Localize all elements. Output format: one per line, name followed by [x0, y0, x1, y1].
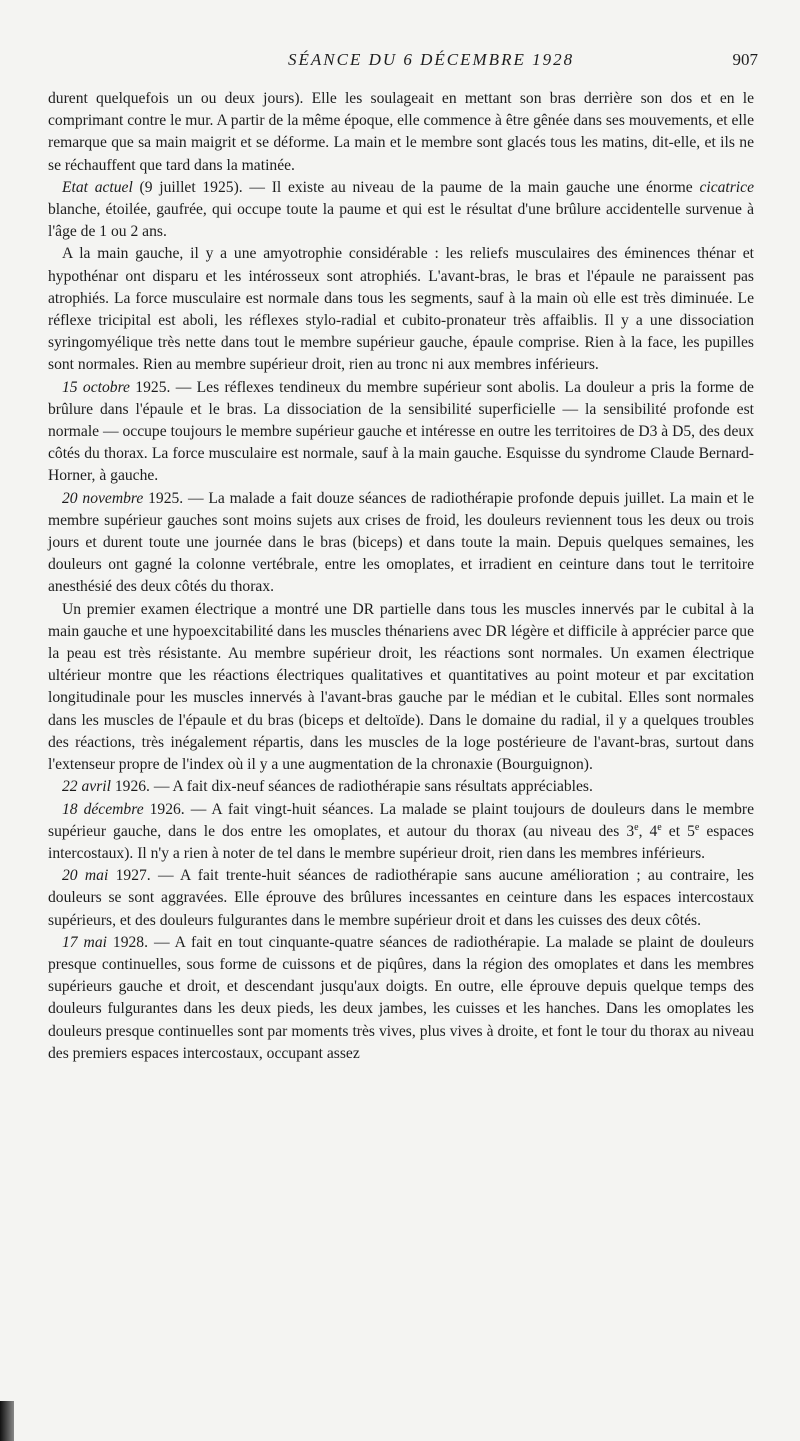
text-run: (9 juillet 1925). — Il existe au niveau de la paume de la main gauche une énorme: [132, 178, 700, 196]
text-run: blanche, étoilée, gaufrée, qui occupe toute la paume et qui est le résultat d'une brûlure accidentelle survenue à l'âge de 1 ou 2 ans.: [48, 201, 754, 241]
italic-text: cicatrice: [699, 178, 754, 196]
paragraph: [48, 599, 754, 777]
italic-text: 17 mai: [62, 933, 107, 951]
paragraph: [48, 865, 754, 932]
text-run: A la main gauche, il y a une amyotrophie considérable : les reliefs musculaires des éminences thénar et hypothénar ont disparu et les intérosseux sont atrophiés. L'avant-bras, le bras et l'épaule ne paraissent pas atrophiés. La force musculaire est normale dans tous les segments, sauf à la main où elle est très diminuée. Le réflexe tricipital est aboli, les réflexes stylo-radial et cubito-pronateur très affaiblis. Il y a une dissociation syringomyélique très nette dans tout le membre supérieur gauche, épaule comprise. Rien à la face, les pupilles sont normales. Rien au membre supérieur droit, rien au tronc ni aux membres inférieurs.: [48, 245, 754, 374]
paragraph: [48, 488, 754, 599]
text-run: et 5: [661, 822, 695, 840]
superscript: e: [657, 821, 662, 833]
text-run: 1926. — A fait dix-neuf séances de radiothérapie sans résultats appréciables.: [110, 778, 593, 796]
text-run: 1926. — A fait vingt-huit séances. La malade se plaint toujours de douleurs dans le membre supérieur gauche, dans le dos entre les omoplates, et autour du thorax (au niveau des 3: [48, 800, 754, 840]
text-run: , 4: [638, 822, 658, 840]
text-run: 1925. — Les réflexes tendineux du membre supérieur sont abolis. La douleur a pris la forme de brûlure dans l'épaule et le bras. La dissociation de la sensibilité superficielle — la sensibilité profonde est normale — occupe toujours le membre supérieur gauche et intéresse en outre les territoires de D3 à D5, des deux côtés du thorax. La force musculaire est normale, sauf à la main gauche. Esquisse du syndrome Claude Bernard-Horner, à gauche.: [48, 378, 754, 485]
running-head: SÉANCE DU 6 DÉCEMBRE 1928: [288, 50, 575, 69]
text-run: Un premier examen électrique a montré une DR partielle dans tous les muscles innervés par le cubital à la main gauche et une hypoexcitabilité dans les muscles thénariens avec DR légère et difficile à apprécier parce que la peau est très résistante. Au membre supérieur droit, les réactions sont normales. Un examen électrique ultérieur montre que les réactions électriques qualitatives et quantitatives au point moteur et par excitation longitudinale pour les muscles innervés à l'avant-bras gauche par le médian et le cubital. Elles sont normales dans les muscles de l'épaule et du bras (biceps et deltoïde). Dans le domaine du radial, il y a quelques troubles des réactions, très inégalement répartis, dans les muscles de la loge postérieure de l'avant-bras, surtout dans l'extenseur propre de l'index où il y a une augmentation de la chronaxie (Bourguignon).: [48, 600, 754, 774]
paragraph: [48, 776, 754, 798]
italic-text: Etat actuel: [62, 178, 133, 196]
text-run: durent quelquefois un ou deux jours). Elle les soulageait en mettant son bras derrière son dos et en le comprimant contre le mur. A partir de la même époque, elle commence à être gênée dans ses mouvements, et elle remarque que sa main maigrit et se déforme. La main et le membre sont glacés tous les matins, dit-elle, et ils ne se réchauffent que tard dans la matinée.: [48, 90, 754, 174]
scan-edge-mark: [0, 1401, 14, 1441]
paragraph: [48, 243, 754, 376]
text-run: 1928. — A fait en tout cinquante-quatre séances de radiothérapie. La malade se plaint de douleurs presque continuelles, sous forme de cuissons et de piqûres, dans la région des omoplates et dans les membres supérieurs gauche et droit, et descendant jusqu'aux doigts. En outre, elle éprouve depuis quelque temps des douleurs fulgurantes dans les deux pieds, les deux jambes, les cuisses et les hanches. Dans les omoplates les douleurs presque continuelles sont par moments très vives, plus vives à droite, et font le tour du thorax au niveau des premiers espaces intercostaux, occupant assez: [48, 933, 754, 1062]
paragraph: [48, 799, 754, 866]
italic-text: 15 octobre: [62, 378, 130, 396]
text-run: 1927. — A fait trente-huit séances de radiothérapie sans aucune amélioration ; au contraire, les douleurs se sont aggravées. Elle éprouve des brûlures incessantes en ceinture dans les espaces intercostaux supérieurs, et des douleurs fulgurantes dans le membre supérieur droit et dans les cuisses des deux côtés.: [48, 867, 754, 929]
superscript: e: [634, 821, 639, 833]
italic-text: 18 décembre: [62, 800, 144, 818]
page-number: 907: [732, 50, 758, 69]
body-text: [48, 88, 754, 1065]
text-run: espaces intercostaux). Il n'y a rien à noter de tel dans le membre supérieur droit, rien dans les membres inférieurs.: [48, 822, 754, 862]
paragraph: [48, 88, 754, 177]
italic-text: 20 mai: [62, 867, 109, 885]
italic-text: 20 novembre: [62, 489, 144, 507]
paragraph: [48, 177, 754, 244]
page-header: [48, 50, 758, 78]
superscript: e: [694, 821, 700, 833]
paragraph: [48, 377, 754, 488]
paragraph: [48, 932, 754, 1065]
italic-text: 22 avril: [62, 778, 111, 796]
text-run: 1925. — La malade a fait douze séances de radiothérapie profonde depuis juillet. La main et le membre supérieur gauches sont moins sujets aux crises de froid, les douleurs reviennent tous les deux ou trois jours et durent toute une journée dans le bras (biceps) et dans toute la main. Depuis quelques semaines, les douleurs ont gagné la colonne vertébrale, entre les omoplates, et irradient en ceinture dans tout le territoire anesthésié des deux côtés du thorax.: [48, 489, 754, 596]
